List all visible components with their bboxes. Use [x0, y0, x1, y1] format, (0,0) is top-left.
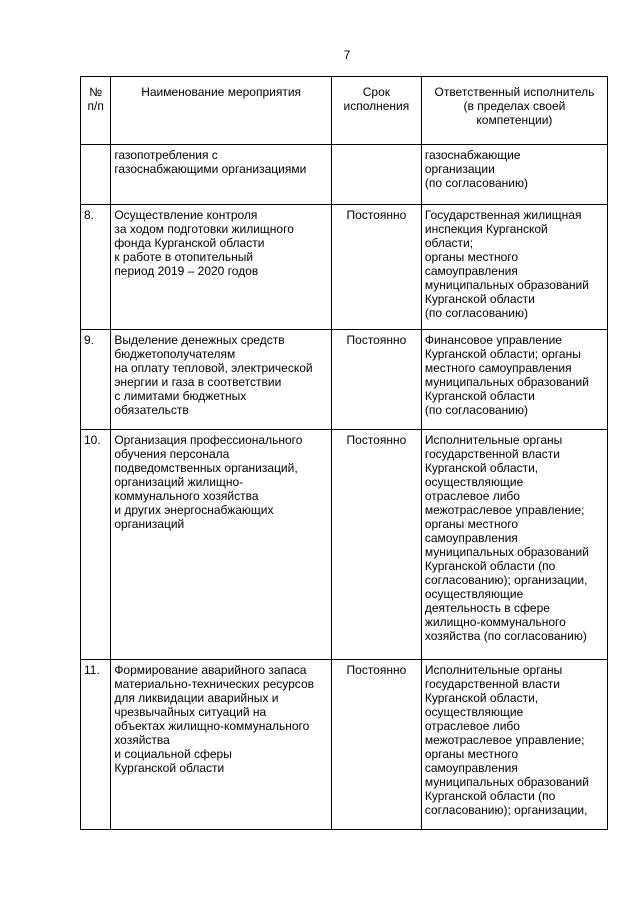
row-responsible: газоснабжающие организации (по согласованию): [421, 145, 607, 205]
row-name: газопотребления с газоснабжающими организациями: [111, 145, 332, 205]
row-name: Формирование аварийного запаса материально-технических ресурсов для ликвидации аварийных и чрезвычайных ситуаций на объектах жилищно-коммунального хозяйства и социальной сферы Курганской области: [111, 660, 332, 830]
row-responsible: Финансовое управление Курганской области; органы местного самоуправления муниципальных образований Курганской области (по согласованию): [421, 330, 607, 430]
table-row: [81, 330, 608, 430]
table-row: [81, 205, 608, 330]
header-term: Срок исполнения: [331, 77, 421, 145]
header-name: Наименование мероприятия: [111, 77, 332, 145]
row-num: 9.: [81, 330, 111, 430]
page-number: 7: [343, 48, 351, 62]
header-num: № п/п: [81, 77, 111, 145]
row-term: Постоянно: [331, 430, 421, 660]
table-header-row: [81, 77, 608, 145]
row-responsible: Государственная жилищная инспекция Курганской области; органы местного самоуправления муниципальных образований Курганской области (по согласованию): [421, 205, 607, 330]
row-num: [81, 145, 111, 205]
row-num: 10.: [81, 430, 111, 660]
row-responsible: Исполнительные органы государственной власти Курганской области, осуществляющие отраслевое либо межотраслевое управление; органы местного самоуправления муниципальных образований Курганской области (по согласованию); организации,: [421, 660, 607, 830]
row-term: Постоянно: [331, 205, 421, 330]
row-term: Постоянно: [331, 660, 421, 830]
row-name: Организация профессионального обучения персонала подведомственных организаций, организаций жилищно- коммунального хозяйства и других энергоснабжающих организаций: [111, 430, 332, 660]
row-term: Постоянно: [331, 330, 421, 430]
row-num: 11.: [81, 660, 111, 830]
row-responsible: Исполнительные органы государственной власти Курганской области, осуществляющие отраслевое либо межотраслевое управление; органы местного самоуправления муниципальных образований Курганской области (по согласованию); организации, осуществляющие деятельность в сфере жилищно-коммунального хозяйства (по согласованию): [421, 430, 607, 660]
row-name: Выделение денежных средств бюджетополучателям на оплату тепловой, электрической энергии и газа в соответствии с лимитами бюджетных обязательств: [111, 330, 332, 430]
table-row: [81, 660, 608, 830]
table-row: [81, 430, 608, 660]
row-num: 8.: [81, 205, 111, 330]
measures-table: [80, 76, 608, 830]
row-term: [331, 145, 421, 205]
table-row: [81, 145, 608, 205]
header-responsible: Ответственный исполнитель (в пределах своей компетенции): [421, 77, 607, 145]
row-name: Осуществление контроля за ходом подготовки жилищного фонда Курганской области к работе в отопительный период 2019 – 2020 годов: [111, 205, 332, 330]
